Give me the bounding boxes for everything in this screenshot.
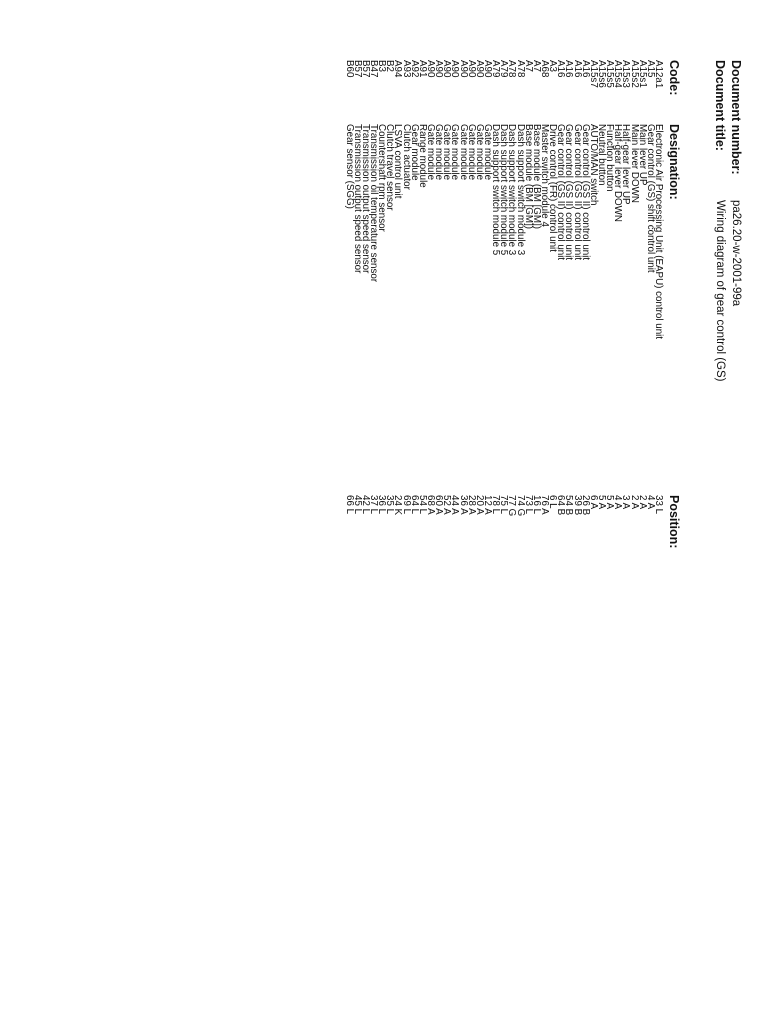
row-code: A90 <box>465 60 477 78</box>
row-code: A16 <box>579 60 591 78</box>
row-position: 6 L <box>547 495 559 509</box>
row-position: 5 A <box>604 495 616 510</box>
row-designation: Dash support switch module 5 <box>498 124 510 256</box>
designation-column-header: Designation: <box>667 124 681 200</box>
row-code: A16 <box>571 60 583 78</box>
row-position: 26 B <box>579 495 591 516</box>
row-position: 75 L <box>498 495 510 515</box>
row-position: 6 A <box>587 495 599 510</box>
row-position: 78 L <box>490 495 502 515</box>
row-designation: Gear control (GS II) control unit <box>563 124 575 261</box>
doc-number-label: Document number: <box>729 60 743 175</box>
row-code: A15s2 <box>628 60 640 88</box>
doc-title-value: Wiring diagram of gear control (GS) <box>714 200 726 382</box>
row-code: A15s4 <box>612 60 624 88</box>
row-code: A90 <box>482 60 494 78</box>
row-designation: Transmission output speed sensor <box>359 124 371 274</box>
row-position: 42 L <box>359 495 371 515</box>
row-designation: Half-gear lever DOWN <box>612 124 624 222</box>
row-position: 5 A <box>596 495 608 510</box>
row-code: A68 <box>539 60 551 78</box>
row-position: 64 B <box>555 495 567 516</box>
row-position: 37 L <box>368 495 380 515</box>
row-code: A79 <box>490 60 502 78</box>
row-designation: Transmission output speed sensor <box>351 124 363 274</box>
row-position: 2 A <box>628 495 640 510</box>
row-position: 76 A <box>539 495 551 515</box>
row-designation: Clutch actuator <box>400 124 412 190</box>
row-position: 20 A <box>473 495 485 515</box>
row-position: 12 A <box>482 495 494 515</box>
row-position: 45 L <box>351 495 363 515</box>
row-code: A90 <box>425 60 437 78</box>
row-code: A7 <box>530 60 542 72</box>
row-designation: Master switch module 4 <box>539 124 551 227</box>
row-designation: Dash support switch module 3 <box>506 124 518 256</box>
row-position: 16 L <box>530 495 542 515</box>
row-designation: Base module (BM [GM]) <box>530 124 542 230</box>
row-code: A90 <box>473 60 485 78</box>
table-row <box>345 0 353 1024</box>
doc-title-label: Document title: <box>713 60 727 151</box>
row-designation: Gate module <box>449 124 461 181</box>
row-position: 74 G <box>514 495 526 517</box>
row-position: 60 A <box>433 495 445 515</box>
row-position: 68 A <box>425 495 437 515</box>
row-position: 36 L <box>376 495 388 515</box>
row-position: 44 A <box>449 495 461 515</box>
row-designation: LSVA control unit <box>392 124 404 199</box>
row-designation: Clutch travel sensor <box>384 124 396 211</box>
row-designation: Gear control (GS II) control unit <box>555 124 567 261</box>
row-designation: Gate module <box>457 124 469 181</box>
row-code: A16 <box>563 60 575 78</box>
row-code: A90 <box>433 60 445 78</box>
row-designation: Main lever DOWN <box>628 124 640 203</box>
position-column-header: Position: <box>667 495 681 549</box>
row-code: A15 <box>644 60 656 78</box>
row-code: A94 <box>392 60 404 78</box>
row-designation: Half-gear lever UP <box>620 124 632 205</box>
row-designation: Drive control (FR) control unit <box>547 124 559 252</box>
row-code: A90 <box>457 60 469 78</box>
doc-number-value: pa26.20-w-2001-99a <box>730 200 742 307</box>
row-position: 33 L <box>653 495 664 515</box>
row-position: 66 L <box>343 495 355 515</box>
row-position: 24 K <box>392 495 404 516</box>
row-designation: Gear control (GS II) control unit <box>571 124 583 261</box>
row-position: 39 B <box>571 495 583 516</box>
row-position: 3 A <box>620 495 632 510</box>
row-position: 64 L <box>408 495 420 515</box>
row-code: B60 <box>343 60 355 78</box>
row-code: A12a1 <box>653 60 664 89</box>
row-designation: Base module (BM [GM]) <box>522 124 534 230</box>
row-designation: Gate module <box>441 124 453 181</box>
component-table <box>345 0 662 1024</box>
row-designation: AUTO/MAN switch <box>587 124 599 206</box>
row-position: 69 L <box>400 495 412 515</box>
row-code: A3 <box>547 60 559 72</box>
row-position: 36 A <box>457 495 469 515</box>
row-designation: Neutral button <box>596 124 608 186</box>
row-code: A15s6 <box>596 60 608 88</box>
row-code: A79 <box>498 60 510 78</box>
row-code: A78 <box>514 60 526 78</box>
row-position: 4 A <box>644 495 656 510</box>
row-position: 4 A <box>612 495 624 510</box>
row-designation: Transmission oil temperature sensor <box>368 124 380 283</box>
row-designation: Electronic Air Processing Unit (EAPU) control unit <box>653 124 664 340</box>
row-designation: Countershaft rpm sensor <box>376 124 388 232</box>
row-position: 2 A <box>636 495 648 510</box>
row-code: A93 <box>400 60 412 78</box>
row-position: 77 G <box>506 495 518 517</box>
row-position: 28 A <box>465 495 477 515</box>
row-code: B57 <box>351 60 363 78</box>
row-code: B3 <box>376 60 388 72</box>
row-designation: Gate module <box>482 124 494 181</box>
row-designation: Gate module <box>473 124 485 181</box>
row-designation: Dash support switch module 3 <box>514 124 526 256</box>
row-code: A91 <box>416 60 428 78</box>
row-designation: Gate module <box>433 124 445 181</box>
row-code: A92 <box>408 60 420 78</box>
row-position: 35 L <box>384 495 396 515</box>
row-position: 54 L <box>416 495 428 515</box>
row-code: A15s7 <box>587 60 599 88</box>
row-designation: Gear control (GS) shift control unit <box>644 124 656 273</box>
row-designation: Gear sensor (SGG) <box>343 124 355 209</box>
row-code: A90 <box>449 60 461 78</box>
row-code: A78 <box>506 60 518 78</box>
row-designation: Gear control (GS II) control unit <box>579 124 591 261</box>
row-designation: Gate module <box>425 124 437 181</box>
row-designation: Gear module <box>408 124 420 181</box>
code-column-header: Code: <box>667 60 681 96</box>
row-code: A15s1 <box>636 60 648 88</box>
row-code: B57 <box>359 60 371 78</box>
row-code: A90 <box>441 60 453 78</box>
row-code: B47 <box>368 60 380 78</box>
row-position: 52 A <box>441 495 453 515</box>
row-code: B2 <box>384 60 396 72</box>
row-designation: Function button <box>604 124 616 192</box>
row-code: A15s3 <box>620 60 632 88</box>
row-designation: Gate module <box>465 124 477 181</box>
row-position: 73 L <box>522 495 534 515</box>
row-code: A15s5 <box>604 60 616 88</box>
row-position: 54 B <box>563 495 575 516</box>
row-designation: Range module <box>416 124 428 188</box>
row-code: A7 <box>522 60 534 72</box>
row-designation: Main lever UP <box>636 124 648 186</box>
row-designation: Dash support switch module 5 <box>490 124 502 256</box>
row-code: A16 <box>555 60 567 78</box>
